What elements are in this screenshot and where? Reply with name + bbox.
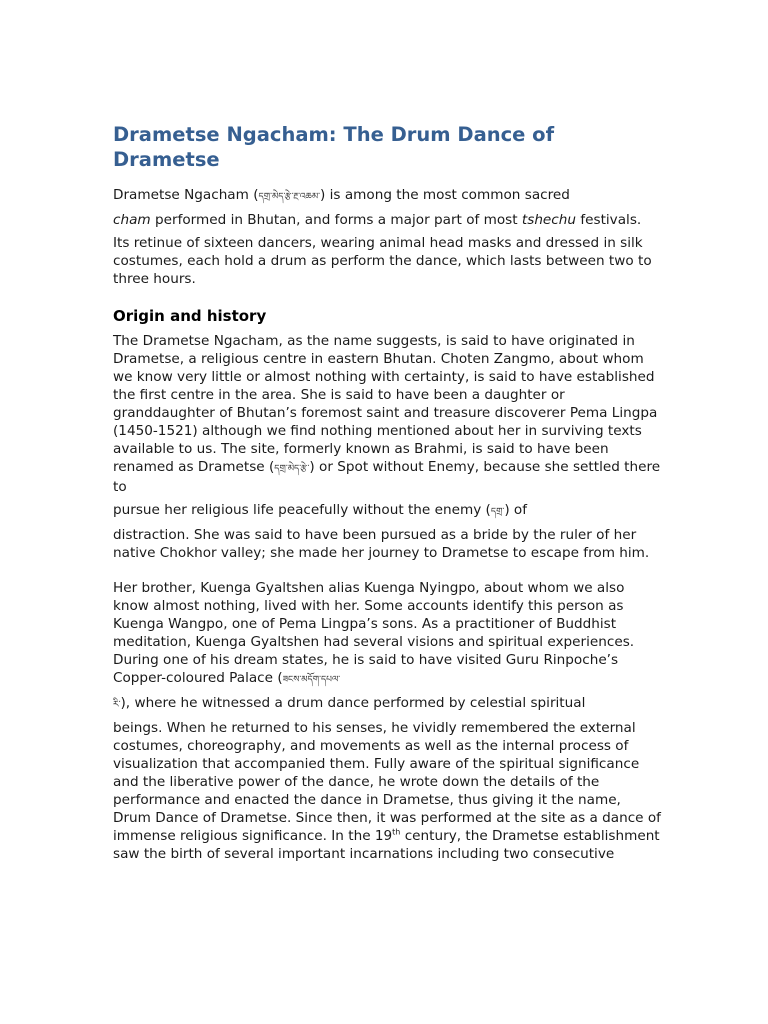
- tibetan-dra: དགྲ་: [490, 507, 505, 517]
- origin-paragraph-2: [113, 579, 661, 863]
- intro-cham-term: cham: [113, 212, 151, 228]
- p1-text-e: distraction. She was said to have been pursued as a bride by the ruler of her native Chokhor valley; she made her journey to Drametse to escape from him.: [113, 527, 650, 561]
- p1-text-b: ) or Spot without Enemy, because she settled there to: [113, 459, 661, 495]
- tibetan-drametse: དགྲ་མེད་རྩེ་: [274, 464, 310, 474]
- intro-text-d: performed in Bhutan, and forms a major part of most: [150, 212, 522, 228]
- intro-tshechu-term: tshechu: [521, 212, 577, 228]
- p1-text-d: ) of: [504, 502, 528, 518]
- tibetan-drametse-ngacham: དགྲ་མེད་རྩེ་རྔ་འཆམ་: [258, 192, 321, 202]
- p2-text-c: beings. When he returned to his senses, he vividly remembered the external costumes, choreography, and movements as well as the internal process of visualization that accompanied them. Fully aware of the spiritual significance and the liberative power of the dance, he wrote down the details of the performance and enacted the dance in Drametse, thus giving it the name, Drum Dance of Drametse. Since then, it was performed at the site as a dance of immense religious significance. In the 19: [113, 720, 661, 844]
- document-page: [113, 122, 661, 880]
- intro-text-a: Drametse Ngacham (: [113, 187, 259, 203]
- superscript-th: th: [392, 827, 401, 837]
- p2-text-b: ), where he witnessed a drum dance performed by celestial spiritual: [120, 695, 586, 711]
- p2-text-a: Her brother, Kuenga Gyaltshen alias Kuenga Nyingpo, about whom we also know almost nothing, lived with her. Some accounts identify this person as Kuenga Wangpo, one of Pema Lingpa’s sons. As a practitioner of Buddhist meditation, Kuenga Gyaltshen had several visions and spiritual experiences. During one of his dream states, he is said to have visited Guru Rinpoche’s Copper-coloured Palace (: [113, 580, 635, 686]
- intro-text-b: ) is among the most common sacred: [320, 187, 570, 203]
- origin-paragraph-1: [113, 332, 661, 562]
- tibetan-zangdok-palri-2: རི་: [113, 700, 121, 710]
- intro-paragraph: [113, 186, 661, 288]
- p2-text-d: century, the Drametse establishment saw the birth of several important incarnations including two consecutive: [113, 828, 660, 862]
- section-heading-origin: Origin and history: [113, 307, 267, 325]
- p1-text-a: The Drametse Ngacham, as the name suggests, is said to have originated in Drametse, a religious centre in eastern Bhutan. Choten Zangmo, about whom we know very little or almost nothing with certainty, is said to have established the first centre in the area. She is said to have been a daughter or granddaughter of Bhutan’s foremost saint and treasure discoverer Pema Lingpa (1450-1521) although we find nothing mentioned about her in surviving texts available to us. The site, formerly known as Brahmi, is said to have been renamed as Drametse (: [113, 333, 658, 475]
- document-title: Drametse Ngacham: The Drum Dance of Drametse: [113, 123, 555, 171]
- p1-text-c: pursue her religious life peacefully without the enemy (: [113, 502, 491, 518]
- tibetan-zangdok-palri-1: ཟངས་མདོག་དཔལ་: [282, 675, 341, 685]
- intro-text-f: festivals. Its retinue of sixteen dancers, wearing animal head masks and dressed in silk costumes, each hold a drum as perform the dance, which lasts between two to three hours.: [113, 212, 652, 287]
